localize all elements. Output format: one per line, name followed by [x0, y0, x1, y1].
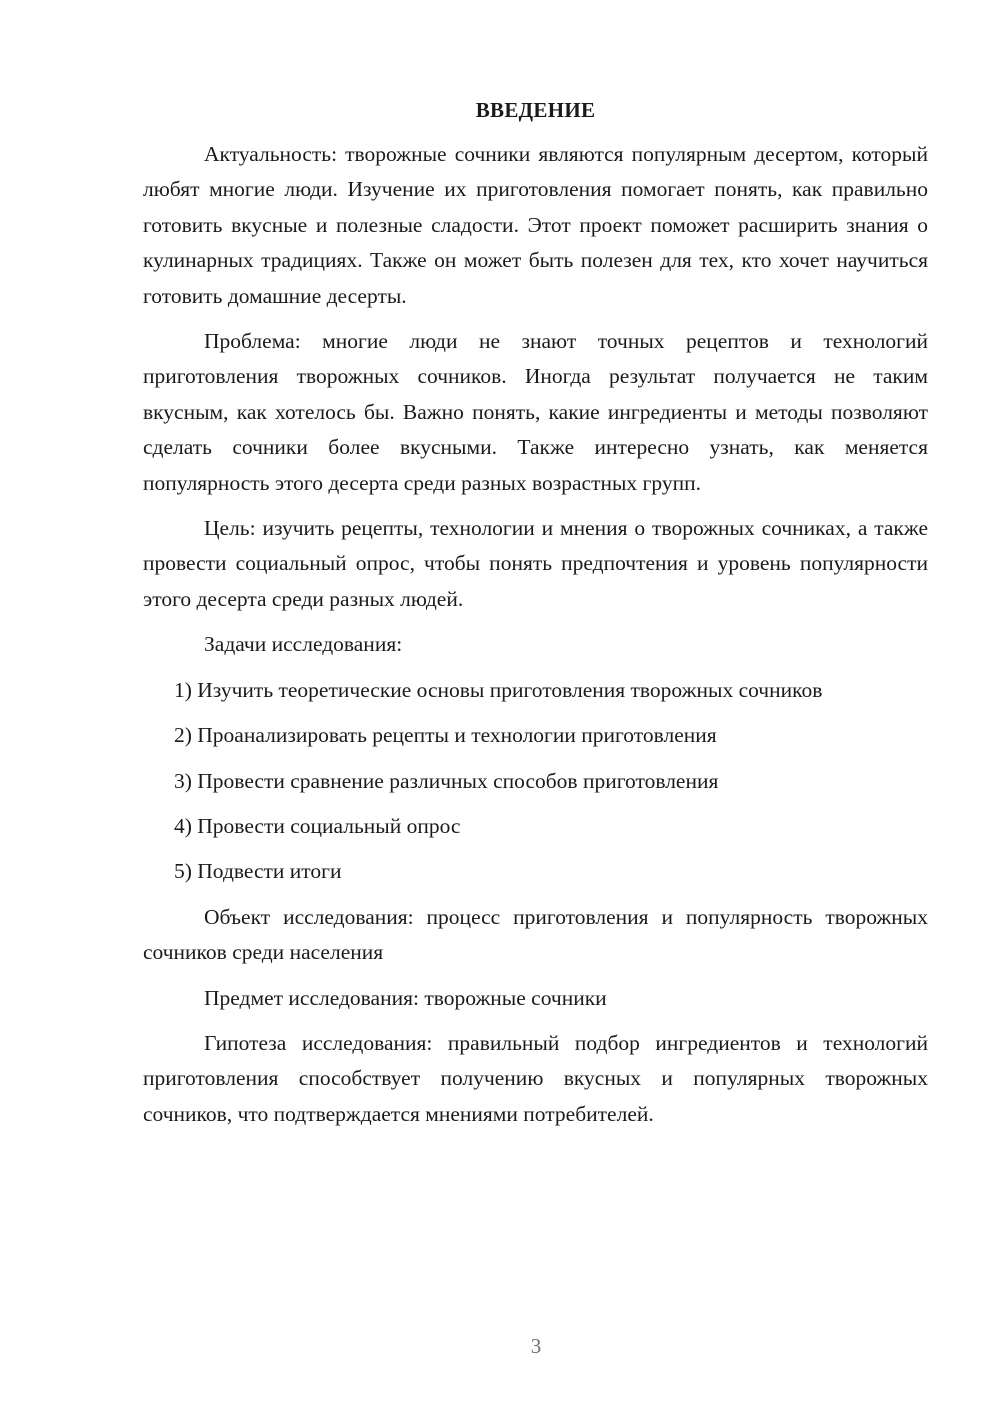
- relevance-paragraph: Актуальность: творожные сочники являются популярным десертом, который любят многие люди. Изучение их приготовления помогает понять, как правильно готовить вкусные и полезные сладости. Этот проект поможет расширить знания о кулинарных традициях. Также он может быть полезен для тех, кто хочет научиться готовить домашние десерты.: [143, 142, 928, 308]
- page-title: ВВЕДЕНИЕ: [475, 98, 596, 122]
- goal-paragraph: Цель: изучить рецепты, технологии и мнения о творожных сочниках, а также провести социальный опрос, чтобы понять предпочтения и уровень популярности этого десерта среди разных людей.: [143, 516, 928, 611]
- task-item-3: 3) Провести сравнение различных способов приготовления: [174, 768, 719, 793]
- hypothesis-paragraph: Гипотеза исследования: правильный подбор ингредиентов и технологий приготовления способствует получению вкусных и популярных творожных сочников, что подтверждается мнениями потребителей.: [143, 1030, 928, 1126]
- task-item-4: 4) Провести социальный опрос: [174, 813, 461, 838]
- tasks-heading: Задачи исследования:: [204, 632, 403, 657]
- task-item-5: 5) Подвести итоги: [174, 859, 342, 884]
- task-item-2: 2) Проанализировать рецепты и технологии приготовления: [174, 723, 717, 748]
- research-subject-paragraph: Предмет исследования: творожные сочники: [204, 985, 607, 1010]
- task-item-1: 1) Изучить теоретические основы приготовления творожных сочников: [174, 677, 823, 702]
- page-number: 3: [530, 1334, 542, 1358]
- task-list: [143, 673, 928, 890]
- research-object-paragraph: Объект исследования: процесс приготовления и популярность творожных сочников среди населения: [143, 904, 928, 965]
- problem-paragraph: Проблема: многие люди не знают точных рецептов и технологий приготовления творожных сочников. Иногда результат получается не таким вкусным, как хотелось бы. Важно понять, какие ингредиенты и методы позволяют сделать сочники более вкусными. Также интересно узнать, как меняется популярность этого десерта среди разных возрастных групп.: [143, 329, 928, 495]
- document-page: [143, 95, 928, 1142]
